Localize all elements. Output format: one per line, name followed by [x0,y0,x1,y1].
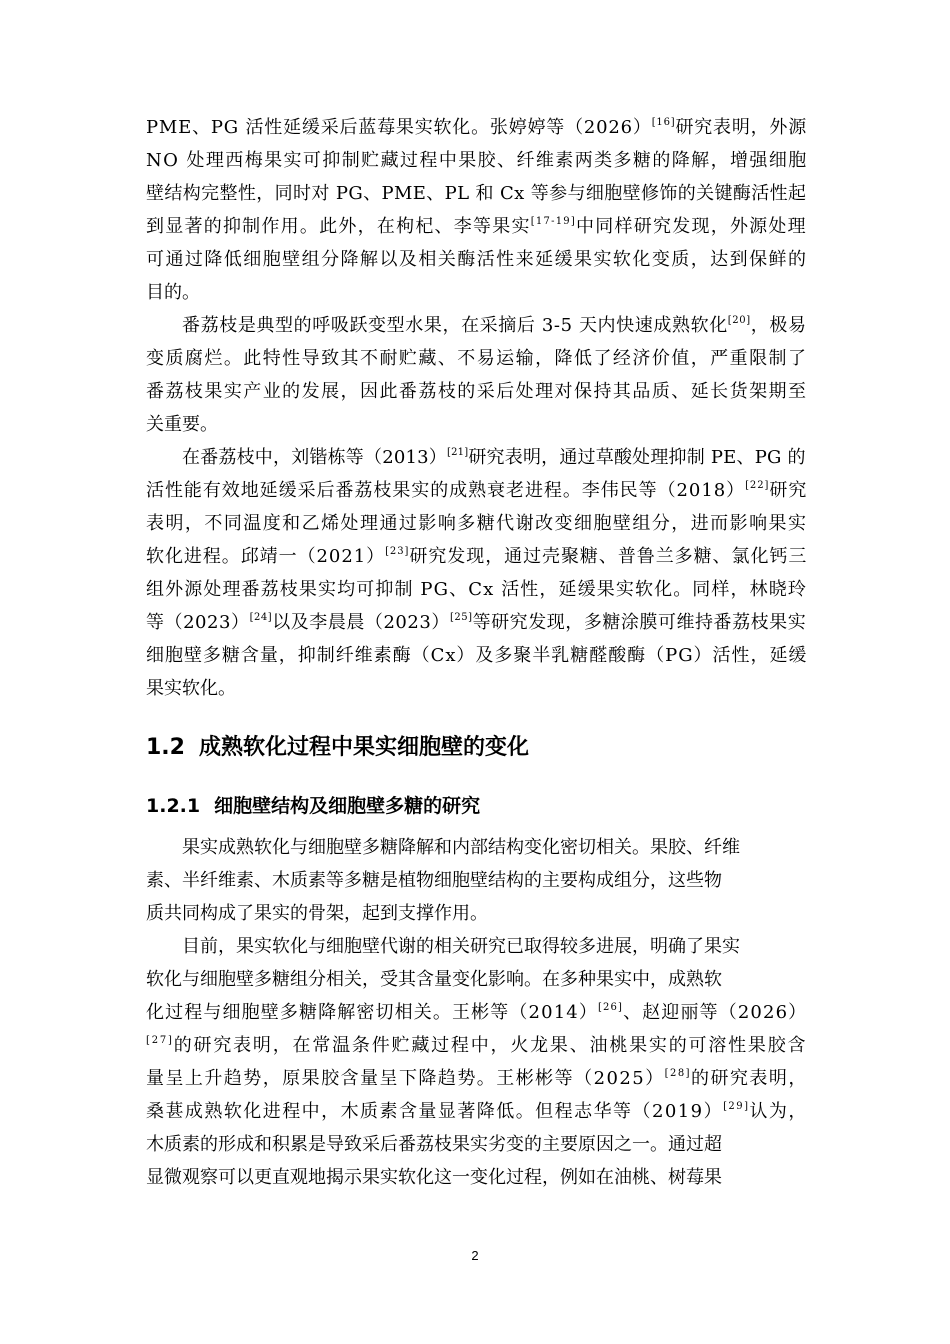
citation-marker: [24] [249,612,273,623]
text-line: 果实成熟软化与细胞壁多糖降解和内部结构变化密切相关。果胶、纤维 [182,837,740,858]
text-line: 目前，果实软化与细胞壁代谢的相关研究已取得较多进展，明确了果实 [182,936,740,957]
text-line: 软化与细胞壁多糖组分相关，受其含量变化影响。在多种果实中，成熟软 [146,969,722,990]
citation-marker: [25] [449,612,473,623]
text-line: 组外源处理番荔枝果实均可抑制 PG、Cx 活性，延缓果实软化。同样，林晓玲 [146,579,807,600]
text-line: [27]的研究表明，在常温条件贮藏过程中，火龙果、油桃果实的可溶性果胶含 [146,1035,808,1056]
text-line: 等（2023）[24]以及李晨晨（2023）[25]等研究发现，多糖涂膜可维持番荔枝果实 [146,612,807,633]
text-line: 番荔枝果实产业的发展，因此番荔枝的采后处理对保持其品质、延长货架期至 [146,381,808,402]
section-number: 1.2 [146,735,185,760]
text-line: 桑葚成熟软化进程中，木质素含量显著降低。但程志华等（2019）[29]认为， [146,1101,808,1122]
text-line: 化过程与细胞壁多糖降解密切相关。王彬等（2014）[26]、赵迎丽等（2026） [146,1002,808,1023]
section-title: 成熟软化过程中果实细胞壁的变化 [198,735,529,760]
subsection-title: 细胞壁结构及细胞壁多糖的研究 [214,795,481,817]
citation-marker: [27] [146,1035,174,1046]
subsection-number: 1.2.1 [146,795,201,817]
text-line: 显微观察可以更直观地揭示果实软化这一变化过程，例如在油桃、树莓果 [146,1167,722,1188]
citation-marker: [21] [447,447,469,458]
text-line: 番荔枝是典型的呼吸跃变型水果，在采摘后 3-5 天内快速成熟软化[20]，极易 [182,315,807,336]
text-line: 壁结构完整性，同时对 PG、PME、PL 和 Cx 等参与细胞壁修饰的关键酶活性起 [146,183,807,204]
text-line: 到显著的抑制作用。此外，在枸杞、李等果实[17-19]中同样研究发现，外源处理 [146,216,807,237]
text-line: 质共同构成了果实的骨架，起到支撑作用。 [146,903,488,924]
text-line: 细胞壁多糖含量，抑制纤维素酶（Cx）及多聚半乳糖醛酸酶（PG）活性，延缓 [146,645,808,666]
text-line: 软化进程。邱靖一（2021）[23]研究发现，通过壳聚糖、普鲁兰多糖、氯化钙三 [146,546,808,567]
text-line: 活性能有效地延缓采后番荔枝果实的成熟衰老进程。李伟民等（2018）[22]研究 [146,480,808,501]
citation-marker: [23] [385,546,410,557]
text-line: 果实软化。 [146,678,236,699]
citation-marker: [26] [598,1002,624,1013]
text-line: PME、PG 活性延缓采后蓝莓果实软化。张婷婷等（2026）[16]研究表明，外源 [146,117,808,138]
citation-marker: [17-19] [530,216,577,227]
text-line: 量呈上升趋势，原果胶含量呈下降趋势。王彬彬等（2025）[28]的研究表明， [146,1068,808,1089]
text-line: 木质素的形成和积累是导致采后番荔枝果实劣变的主要原因之一。通过超 [146,1134,722,1155]
text-line: 目的。 [146,282,200,303]
text-line: NO 处理西梅果实可抑制贮藏过程中果胶、纤维素两类多糖的降解，增强细胞 [146,150,808,171]
text-line: 关重要。 [146,414,218,435]
text-line: 素、半纤维素、木质素等多糖是植物细胞壁结构的主要构成组分，这些物 [146,870,722,891]
citation-marker: [16] [651,117,676,128]
subsection-heading-1-2-1 [146,792,480,820]
page-number: 2 [471,1248,479,1263]
text-line: 可通过降低细胞壁组分降解以及相关酶活性来延缓果实软化变质，达到保鲜的 [146,249,808,270]
citation-marker: [29] [723,1101,750,1112]
section-heading-1-2 [146,733,529,763]
text-line: 在番荔枝中，刘锴栋等（2013）[21]研究表明，通过草酸处理抑制 PE、PG 的 [182,447,806,468]
citation-marker: [20] [727,315,751,326]
citation-marker: [28] [664,1068,692,1079]
text-line: 表明，不同温度和乙烯处理通过影响多糖代谢改变细胞壁组分，进而影响果实 [146,513,808,534]
citation-marker: [22] [745,480,770,491]
text-line: 变质腐烂。此特性导致其不耐贮藏、不易运输，降低了经济价值，严重限制了 [146,348,808,369]
